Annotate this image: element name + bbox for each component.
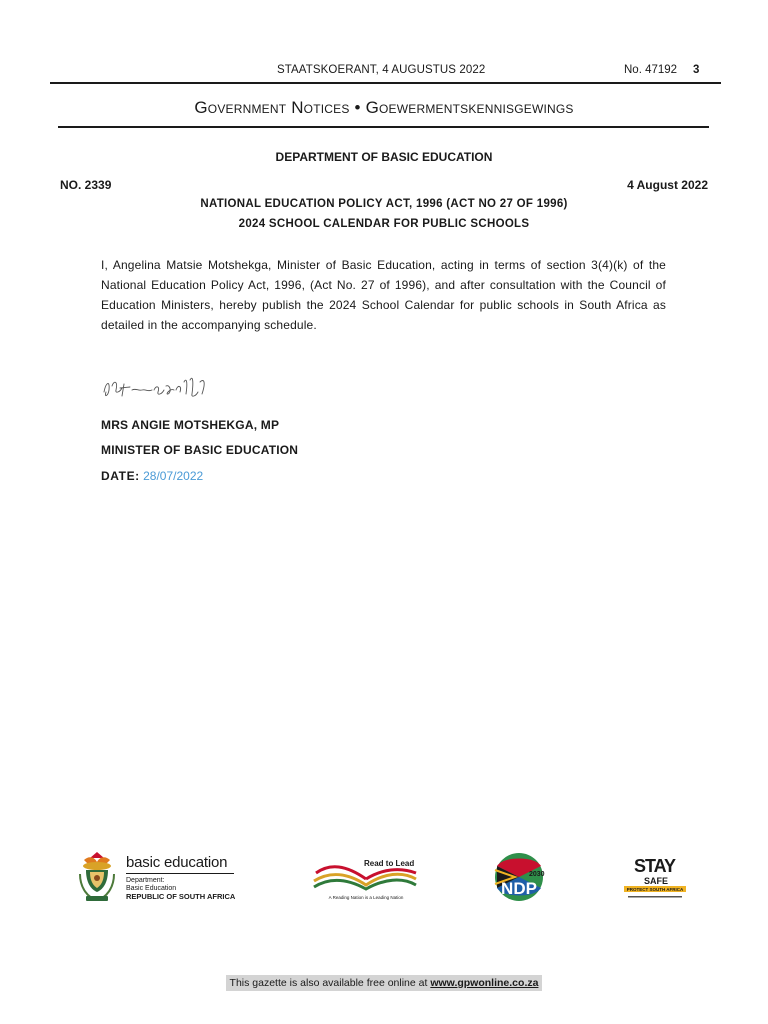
page-number: 3: [693, 64, 700, 76]
dbe-line-2: Basic Education: [126, 885, 177, 892]
notice-date: 4 August 2022: [627, 178, 708, 192]
header-rule: [50, 82, 721, 84]
department-heading: DEPARTMENT OF BASIC EDUCATION: [275, 150, 493, 164]
date-label: DATE:: [101, 469, 140, 483]
ndp-year: 2030: [529, 871, 545, 878]
section-title-afrikaans: Goewermentskennisgewings: [365, 98, 574, 117]
running-head: STAATSKOERANT, 4 AUGUSTUS 2022: [277, 64, 486, 76]
signatory-name: MRS ANGIE MOTSHEKGA, MP: [101, 418, 280, 432]
act-title: NATIONAL EDUCATION POLICY ACT, 1996 (ACT NO 27 OF 1996): [200, 198, 568, 210]
ndp-text: NDP: [501, 879, 537, 898]
dbe-rule: [126, 873, 234, 874]
signature-date: [101, 469, 203, 483]
ndp-2030-logo: [491, 852, 547, 902]
signatory-title: MINISTER OF BASIC EDUCATION: [101, 443, 299, 457]
issue-number: No. 47192: [624, 64, 678, 76]
rtl-title: Read to Lead: [364, 859, 415, 868]
coat-of-arms-icon: [76, 850, 118, 904]
section-title-english: Government Notices: [194, 98, 350, 117]
dbe-main-label: basic education: [126, 854, 228, 871]
stay-banner: PROTECT SOUTH AFRICA: [626, 887, 684, 892]
title-rule: [58, 126, 709, 128]
read-to-lead-logo: [312, 855, 420, 901]
dbe-wordmark: [126, 854, 235, 902]
stay-safe-logo: [620, 852, 690, 902]
notice-number: NO. 2339: [60, 178, 112, 192]
handwritten-signature: [100, 372, 212, 404]
footer-link[interactable]: www.gpwonline.co.za: [430, 977, 539, 989]
rtl-tagline: A Reading Nation is a Leading Nation: [328, 895, 404, 900]
dbe-line-3: REPUBLIC OF SOUTH AFRICA: [126, 892, 236, 901]
basic-education-logo: [76, 850, 241, 906]
calendar-title: 2024 SCHOOL CALENDAR FOR PUBLIC SCHOOLS: [238, 218, 530, 230]
footer-text: This gazette is also available free online at: [229, 977, 431, 989]
stay-mid: SAFE: [644, 876, 669, 886]
section-title-separator: •: [354, 98, 361, 117]
section-title: [0, 98, 768, 118]
dbe-line-1: Department:: [126, 877, 165, 884]
date-value: 28/07/2022: [143, 469, 204, 483]
stay-top: STAY: [634, 856, 676, 876]
footer-notice: [226, 975, 542, 991]
notice-body: I, Angelina Matsie Motshekga, Minister of Basic Education, acting in terms of section 3(4)(k) of the National Education Policy Act, 1996, (Act No. 27 of 1996), and after consultation with the Council of Education Ministers, hereby publish the 2024 School Calendar for public schools in South Africa as detailed in the accompanying schedule.: [101, 258, 666, 332]
